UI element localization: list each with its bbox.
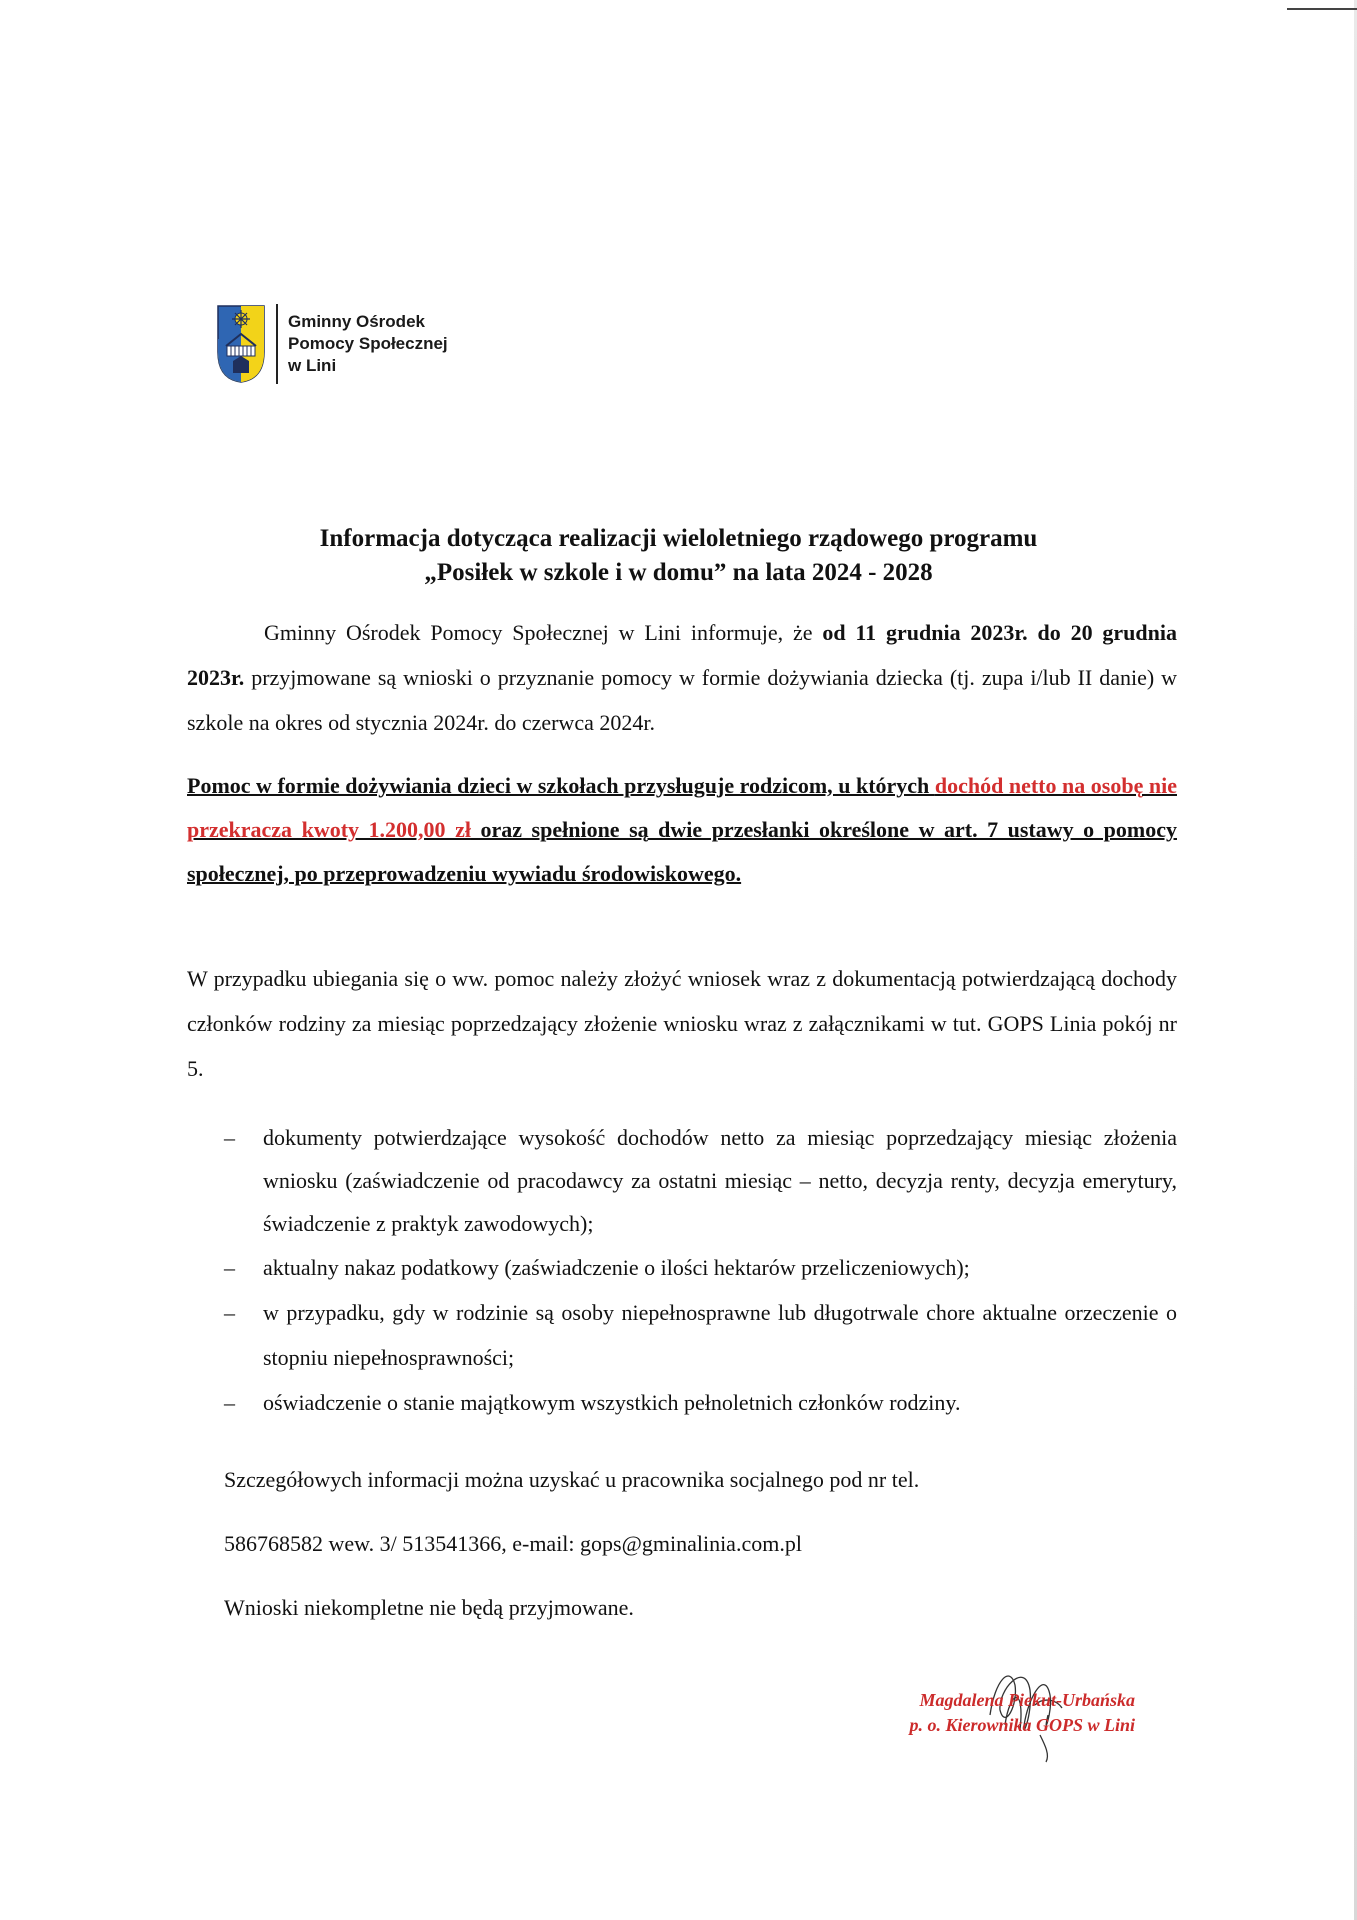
letterhead xyxy=(216,304,448,384)
dash-bullet: – xyxy=(224,1255,235,1280)
contact-phone-email: 586768582 wew. 3/ 513541366, e-mail: gops@gminalinia.com.pl xyxy=(224,1531,802,1556)
organization-name xyxy=(288,311,448,377)
dash-bullet: – xyxy=(224,1390,235,1415)
organization-name-line-3: w Lini xyxy=(288,356,337,375)
scan-mark xyxy=(1287,8,1357,10)
list-item-text: w przypadku, gdy w rodzinie są osoby niepełnosprawne lub długotrwale chore aktualne orzeczenie o stopniu niepełnosprawności; xyxy=(263,1300,1177,1370)
title-line-2: „Posiłek w szkole i w domu” na lata 2024 - 2028 xyxy=(424,559,933,586)
stamp-role: p. o. Kierownika GOPS w Lini xyxy=(909,1715,1135,1735)
application-dates: od 11 grudnia 2023r. do 20 grudnia 2023r. xyxy=(187,620,1177,690)
contact-info-line: Szczegółowych informacji można uzyskać u pracownika socjalnego pod nr tel. xyxy=(224,1467,920,1492)
organization-name-line-2: Pomocy Społecznej xyxy=(288,334,448,353)
intro-text-part-1: Gminny Ośrodek Pomocy Społecznej w Lini informuje, że xyxy=(264,620,823,645)
eligibility-text-part-2: oraz spełnione są dwie przesłanki określone w art. 7 ustawy o pomocy społecznej, po przeprowadzeniu wywiadu środowiskowego. xyxy=(187,817,1177,886)
list-item-text: oświadczenie o stanie majątkowym wszystkich pełnoletnich członków rodziny. xyxy=(263,1390,961,1415)
intro-paragraph xyxy=(187,610,1177,745)
application-paragraph: W przypadku ubiegania się o ww. pomoc należy złożyć wniosek wraz z dokumentacją potwierdzającą dochody członków rodziny za miesiąc poprzedzający złożenie wniosku wraz z załącznikami w tut. GOPS Linia pokój nr 5. xyxy=(187,966,1177,1081)
coat-of-arms-icon xyxy=(216,304,266,384)
income-threshold: dochód netto na osobę nie przekracza kwoty 1.200,00 zł xyxy=(187,773,1177,842)
organization-name-line-1: Gminny Ośrodek xyxy=(288,312,425,331)
incomplete-applications-note: Wnioski niekompletne nie będą przyjmowane. xyxy=(224,1595,634,1620)
intro-text-part-2: przyjmowane są wnioski o przyznanie pomocy w formie dożywiania dziecka (tj. zupa i/lub II danie) w szkole na okres od stycznia 2024r. do czerwca 2024r. xyxy=(187,665,1177,735)
list-item xyxy=(224,1116,1177,1245)
director-stamp xyxy=(895,1688,1135,1738)
dash-bullet: – xyxy=(224,1300,235,1325)
list-item xyxy=(224,1245,1177,1290)
list-item xyxy=(224,1290,1177,1380)
list-item xyxy=(224,1380,1177,1425)
title-line-1: Informacja dotycząca realizacji wieloletniego rządowego programu xyxy=(319,525,1038,552)
required-documents-list xyxy=(224,1116,1177,1425)
eligibility-text-part-1: Pomoc w formie dożywiania dzieci w szkołach przysługuje rodzicom, u których xyxy=(187,773,935,798)
list-item-text: dokumenty potwierdzające wysokość dochodów netto za miesiąc poprzedzający miesiąc złożenia wniosku (zaświadczenie od pracodawcy za ostatni miesiąc – netto, decyzja renty, decyzja emerytury, świadczenie z praktyk zawodowych); xyxy=(263,1125,1177,1236)
header-divider xyxy=(276,304,278,384)
eligibility-notice xyxy=(187,764,1177,896)
document-title xyxy=(0,522,1357,590)
dash-bullet: – xyxy=(224,1125,235,1150)
list-item-text: aktualny nakaz podatkowy (zaświadczenie o ilości hektarów przeliczeniowych); xyxy=(263,1255,970,1280)
stamp-name: Magdalena Piekut-Urbańska xyxy=(919,1690,1135,1710)
